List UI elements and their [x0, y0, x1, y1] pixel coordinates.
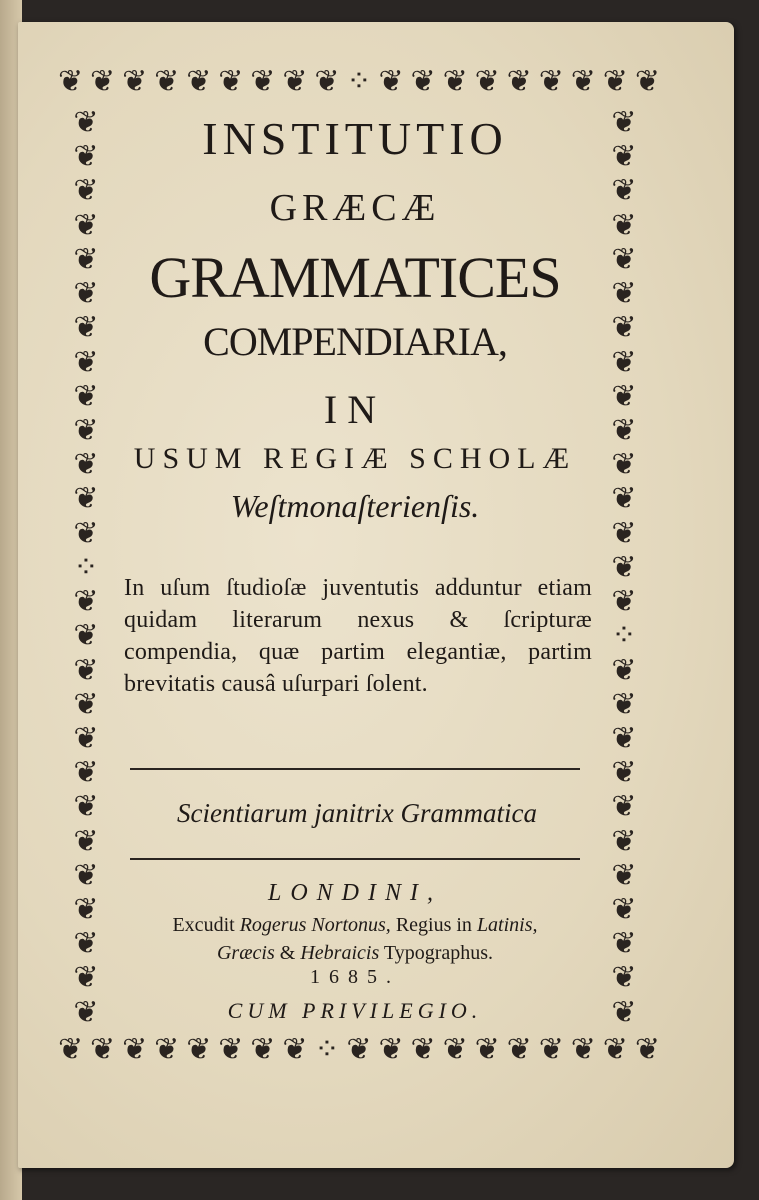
fleuron-ornament: ❦: [611, 824, 637, 858]
fleuron-ornament: ❦: [634, 65, 658, 98]
fleuron-ornament: ❦: [186, 65, 210, 98]
imprint-year: 1685.: [310, 966, 400, 988]
fleuron-ornament: ❦: [378, 1033, 402, 1066]
fleuron-ornament: ❦: [506, 65, 530, 98]
fleuron-ornament: ❦: [73, 721, 99, 755]
fleuron-ornament: ❦: [73, 108, 99, 139]
ornamental-border-top: [58, 64, 658, 100]
fleuron-ornament: ❦: [611, 756, 637, 790]
fleuron-ornament: ❦: [250, 1033, 274, 1066]
fleuron-ornament: ❦: [474, 65, 498, 98]
fleuron-ornament: ❦: [73, 242, 99, 276]
fleuron-ornament: ❦: [611, 311, 637, 345]
fleuron-ornament: ❦: [442, 65, 466, 98]
fleuron-ornament: ❦: [634, 1033, 658, 1066]
fleuron-ornament: ❦: [154, 65, 178, 98]
fleuron-ornament: ❦: [474, 1033, 498, 1066]
fleuron-ornament: ❦: [73, 516, 99, 550]
fleuron-ornament: ❦: [611, 550, 637, 584]
ornamental-border-bottom: [58, 1032, 658, 1068]
imprint-regius: Regius in: [395, 914, 472, 936]
title-line-graecae: GRÆCÆ: [269, 187, 441, 229]
fleuron-ornament: ❦: [73, 379, 99, 413]
fleuron-ornament: ❦: [73, 653, 99, 687]
fleuron-ornament: ❦: [611, 277, 637, 311]
fleuron-ornament: ❦: [58, 65, 82, 98]
ornamental-border-left: [60, 108, 112, 1028]
fleuron-ornament: ❦: [73, 995, 99, 1028]
fleuron-ornament: ❦: [611, 482, 637, 516]
fleuron-ornament: ❦: [611, 345, 637, 379]
fleuron-ornament: ❦: [73, 208, 99, 242]
fleuron-ornament: ❦: [611, 516, 637, 550]
imprint-printer-line: [120, 914, 590, 937]
fleuron-ornament: ❦: [570, 1033, 594, 1066]
fleuron-ornament: ❦: [611, 653, 637, 687]
fleuron-ornament: ❦: [122, 1033, 146, 1066]
fleuron-ornament: ❦: [538, 1033, 562, 1066]
description-paragraph: In uſum ſtudioſæ juventutis adduntur etiam quidam literarum nexus & ſcripturæ compendia, quæ partim elegantiæ, partim brevitatis causâ uſurpari ſolent.: [124, 575, 592, 697]
fleuron-ornament: ❦: [73, 448, 99, 482]
ornamental-border-right: [598, 108, 650, 1028]
fleuron-ornament: ❦: [58, 1033, 82, 1066]
fleuron-ornament: ❦: [90, 65, 114, 98]
fleuron-ornament: ❦: [442, 1033, 466, 1066]
fleuron-ornament: ❦: [73, 756, 99, 790]
fleuron-ornament: ❦: [611, 927, 637, 961]
fleuron-ornament: ❦: [570, 65, 594, 98]
fleuron-ornament: ❦: [602, 65, 626, 98]
title-line-westmonasteriensis: Weſtmonaſterienſis.: [230, 488, 480, 524]
fleuron-ornament: ❦: [611, 108, 637, 139]
dot-ornament: ⁘: [611, 619, 637, 653]
dot-ornament: ⁘: [314, 1033, 338, 1066]
imprint-hebraicis: Hebraicis: [300, 942, 380, 964]
horizontal-rule-lower: [130, 858, 580, 860]
dot-ornament: ⁘: [73, 550, 99, 584]
fleuron-ornament: ❦: [73, 858, 99, 892]
fleuron-ornament: ❦: [73, 585, 99, 619]
fleuron-ornament: ❦: [73, 345, 99, 379]
fleuron-ornament: ❦: [73, 482, 99, 516]
fleuron-ornament: ❦: [611, 379, 637, 413]
fleuron-ornament: ❦: [538, 65, 562, 98]
fleuron-ornament: ❦: [73, 927, 99, 961]
fleuron-ornament: ❦: [218, 65, 242, 98]
fleuron-ornament: ❦: [73, 824, 99, 858]
fleuron-ornament: ❦: [410, 1033, 434, 1066]
fleuron-ornament: ❦: [611, 961, 637, 995]
fleuron-ornament: ❦: [186, 1033, 210, 1066]
fleuron-ornament: ❦: [90, 1033, 114, 1066]
fleuron-ornament: ❦: [282, 1033, 306, 1066]
imprint-latinis: Latinis,: [476, 914, 538, 936]
fleuron-ornament: ❦: [611, 242, 637, 276]
fleuron-ornament: ❦: [314, 65, 338, 98]
fleuron-ornament: ❦: [410, 65, 434, 98]
fleuron-ornament: ❦: [73, 790, 99, 824]
fleuron-ornament: ❦: [378, 65, 402, 98]
fleuron-ornament: ❦: [73, 961, 99, 995]
fleuron-ornament: ❦: [611, 721, 637, 755]
motto: Scientiarum janitrix Grammatica: [177, 798, 537, 828]
imprint-city: LONDINI,: [267, 880, 442, 906]
fleuron-ornament: ❦: [611, 413, 637, 447]
fleuron-ornament: ❦: [611, 790, 637, 824]
fleuron-ornament: ❦: [611, 893, 637, 927]
fleuron-ornament: ❦: [73, 687, 99, 721]
imprint-typographus: Typographus.: [383, 942, 494, 964]
fleuron-ornament: ❦: [611, 585, 637, 619]
imprint-ampersand: &: [279, 942, 296, 964]
fleuron-ornament: ❦: [73, 174, 99, 208]
fleuron-ornament: ❦: [73, 140, 99, 174]
title-line-institutio: INSTITUTIO: [202, 113, 508, 164]
fleuron-ornament: ❦: [611, 687, 637, 721]
fleuron-ornament: ❦: [602, 1033, 626, 1066]
fleuron-ornament: ❦: [73, 893, 99, 927]
fleuron-ornament: ❦: [611, 174, 637, 208]
imprint-excudit: Excudit: [172, 914, 235, 936]
fleuron-ornament: ❦: [122, 65, 146, 98]
fleuron-ornament: ❦: [611, 208, 637, 242]
imprint-graecis: Græcis: [216, 942, 275, 964]
fleuron-ornament: ❦: [611, 448, 637, 482]
privilege-line: CUM PRIVILEGIO.: [227, 998, 483, 1023]
fleuron-ornament: ❦: [73, 619, 99, 653]
fleuron-ornament: ❦: [250, 65, 274, 98]
fleuron-ornament: ❦: [73, 311, 99, 345]
fleuron-ornament: ❦: [282, 65, 306, 98]
horizontal-rule-upper: [130, 768, 580, 770]
fleuron-ornament: ❦: [346, 1033, 370, 1066]
fleuron-ornament: ❦: [73, 413, 99, 447]
imprint-printer-name: Rogerus Nortonus,: [239, 914, 391, 936]
fleuron-ornament: ❦: [611, 858, 637, 892]
dot-ornament: ⁘: [346, 65, 370, 98]
title-line-grammatices: GRAMMATICES: [149, 245, 561, 310]
fleuron-ornament: ❦: [73, 277, 99, 311]
fleuron-ornament: ❦: [154, 1033, 178, 1066]
title-line-usum-regiae-scholae: USUM REGIÆ SCHOLÆ: [133, 442, 577, 475]
imprint-typographus-line: [120, 942, 590, 965]
fleuron-ornament: ❦: [506, 1033, 530, 1066]
fleuron-ornament: ❦: [611, 995, 637, 1028]
fleuron-ornament: ❦: [218, 1033, 242, 1066]
title-line-compendiaria: COMPENDIARIA,: [203, 319, 507, 364]
fleuron-ornament: ❦: [611, 140, 637, 174]
title-line-in: IN: [323, 387, 387, 432]
